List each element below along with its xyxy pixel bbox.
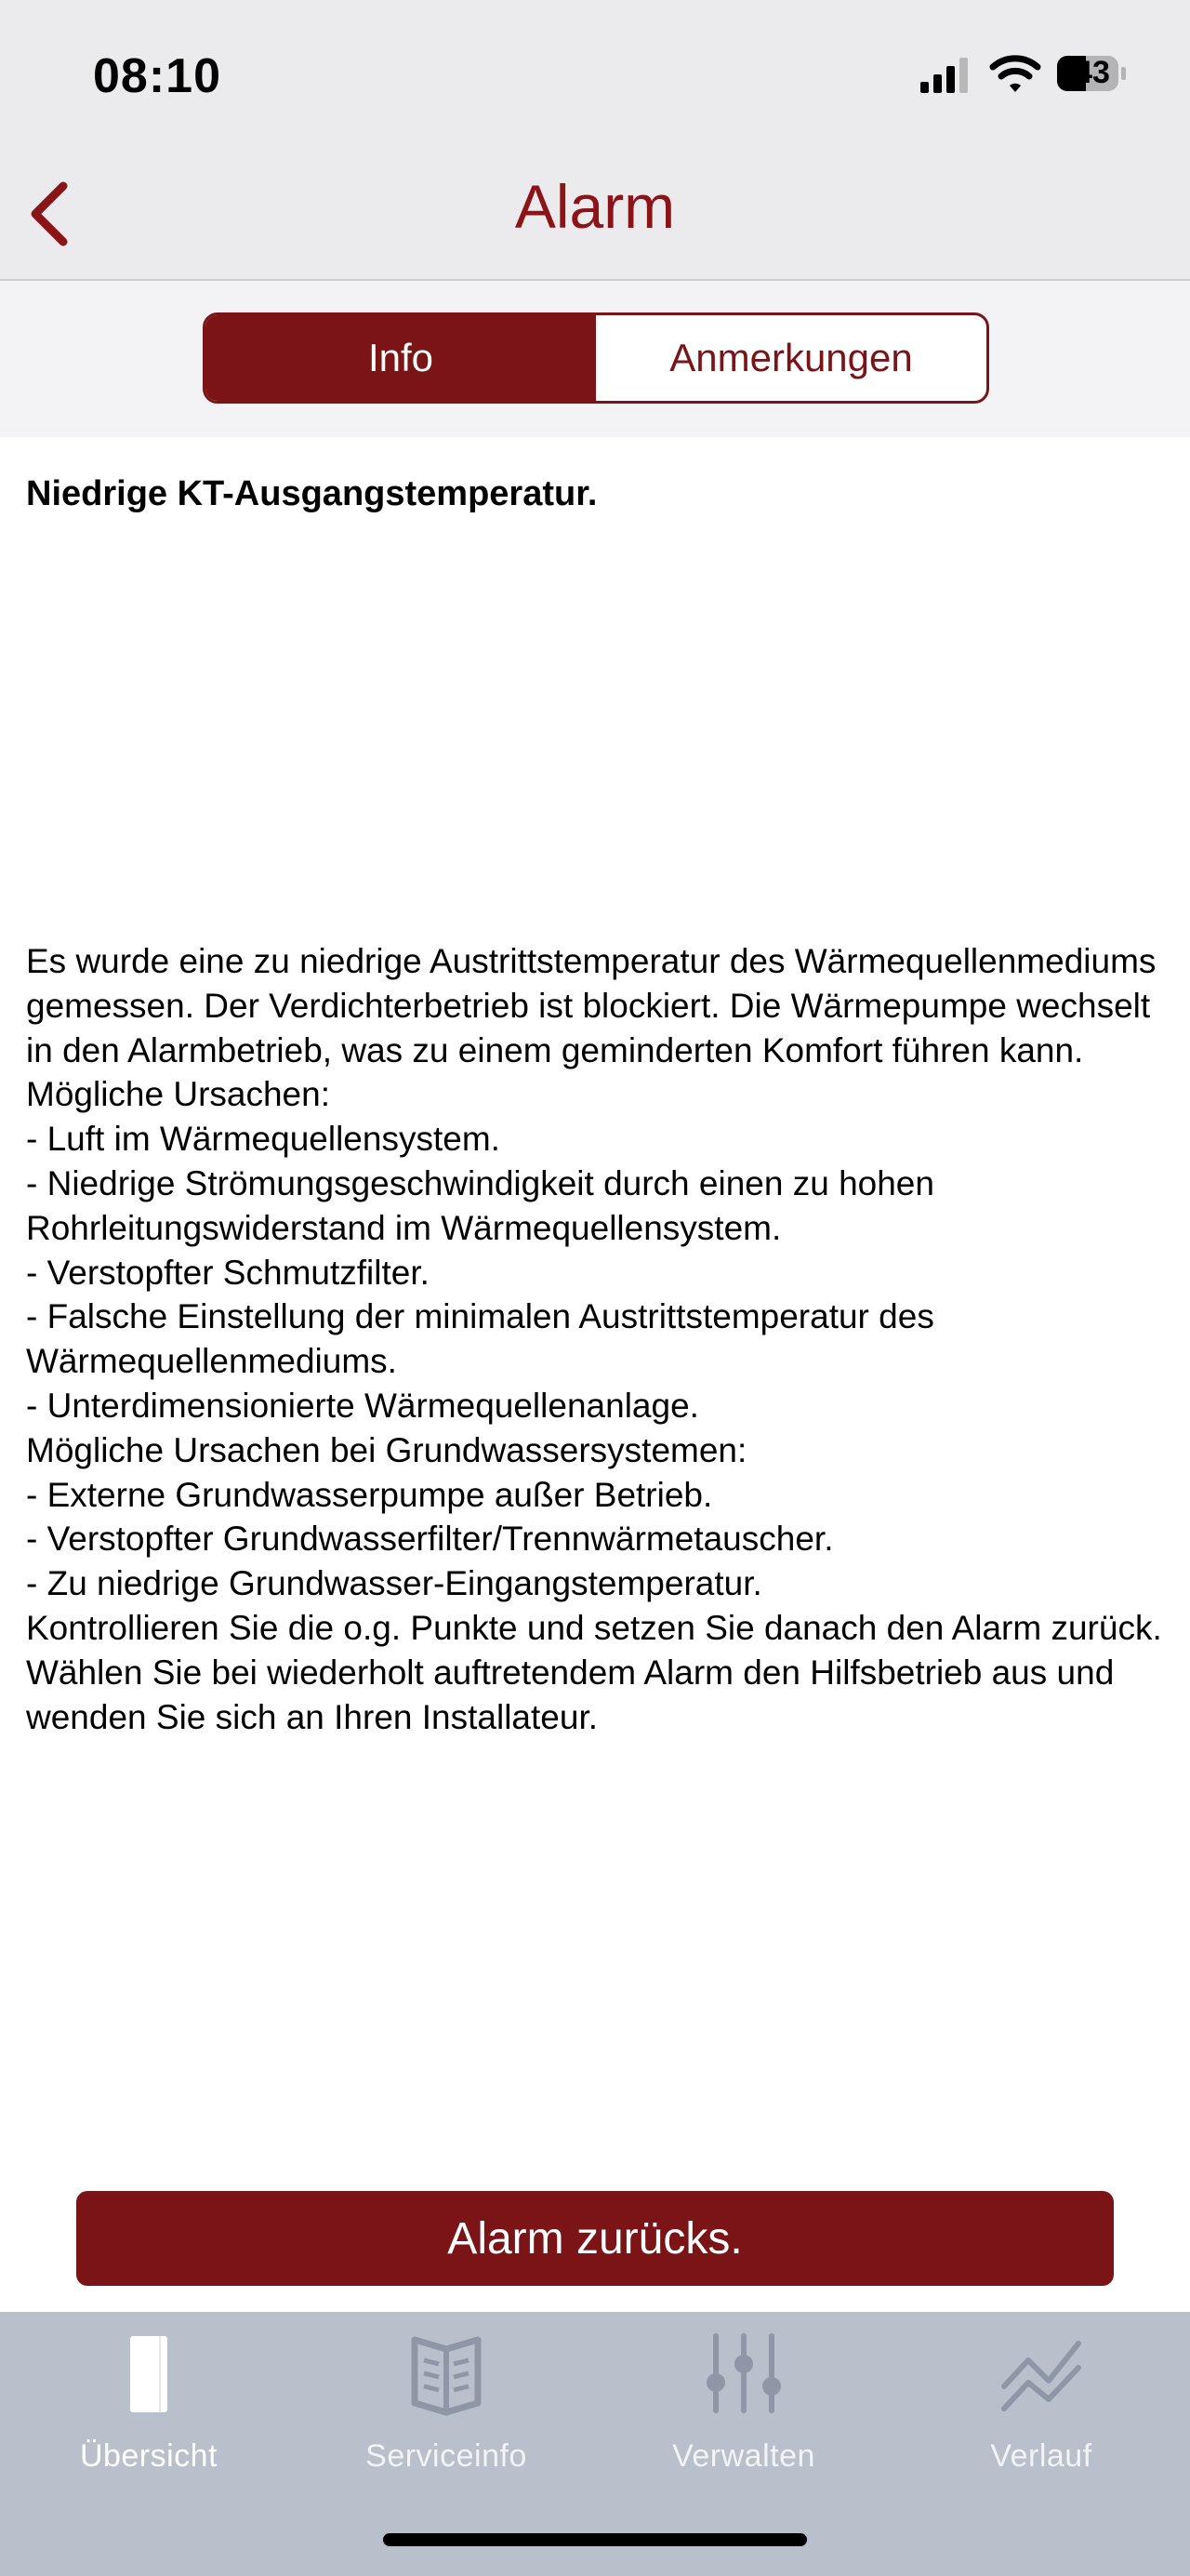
status-bar xyxy=(0,0,1190,149)
segmented-control xyxy=(203,312,989,404)
chart-icon xyxy=(997,2329,1086,2418)
tabbar-label-verwalten: Verwalten xyxy=(672,2438,815,2474)
tab-anmerkungen[interactable]: Anmerkungen xyxy=(669,336,913,379)
status-time: 08:10 xyxy=(93,49,221,103)
wifi-icon xyxy=(989,52,1041,95)
tabbar-label-serviceinfo: Serviceinfo xyxy=(365,2438,527,2474)
overview-icon xyxy=(104,2329,193,2418)
alarm-heading: Niedrige KT-Ausgangstemperatur. xyxy=(26,474,598,513)
tabbar-label-verlauf: Verlauf xyxy=(990,2438,1092,2474)
battery-level: 43 xyxy=(1075,55,1110,90)
bottom-tab-bar xyxy=(0,2312,1190,2576)
tabbar-item-verlauf[interactable] xyxy=(892,2329,1190,2515)
book-icon xyxy=(402,2329,491,2418)
sliders-icon xyxy=(699,2329,788,2418)
tabbar-item-serviceinfo[interactable] xyxy=(298,2329,595,2515)
tabbar-item-uebersicht[interactable] xyxy=(0,2329,298,2515)
navigation-bar xyxy=(0,149,1190,281)
alarm-reset-button[interactable]: Alarm zurücks. xyxy=(76,2191,1114,2286)
cellular-signal-icon xyxy=(920,58,969,95)
alarm-description: Es wurde eine zu niedrige Austrittstemperatur des Wärmequellenmediums gemessen. Der Verdichterbetrieb ist blockiert. Die Wärmepumpe wechselt in den Alarmbetrieb, was zu einem geminderten Komfort führen kann. Mögliche Ursachen: - Luft im Wärmequellensystem. - Niedrige Strömungsgeschwindigkeit durch einen zu hohen Rohrleitungswiderstand im Wärmequellensystem. - Verstopfter Schmutzfilter. - Falsche Einstellung der minimalen Austrittstemperatur des Wärmequellenmediums. - Unterdimensionierte Wärmequellenanlage. Mögliche Ursachen bei Grundwassersystemen: - Externe Grundwasserpumpe außer Betrieb. - Verstopfter Grundwasserfilter/Trennwärmetauscher. - Zu niedrige Grundwasser-Eingangstemperatur. Kontrollieren Sie die o.g. Punkte und setzen Sie danach den Alarm zurück. Wählen Sie bei wiederholt auftretendem Alarm den Hilfsbetrieb aus und wenden Sie sich an Ihren Installateur. xyxy=(26,942,1162,1736)
tabbar-label-uebersicht: Übersicht xyxy=(79,2438,218,2474)
tabbar-item-verwalten[interactable] xyxy=(595,2329,892,2515)
page-title: Alarm xyxy=(514,172,676,241)
alarm-content xyxy=(26,474,1170,514)
home-indicator xyxy=(383,2533,807,2546)
tab-info[interactable]: Info xyxy=(205,315,596,401)
